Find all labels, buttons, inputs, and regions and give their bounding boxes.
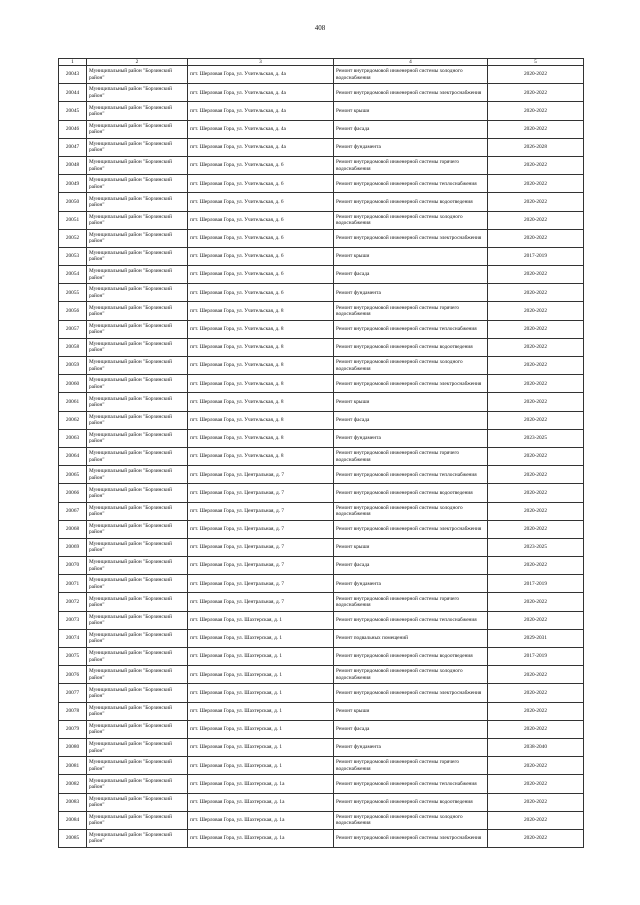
table-row: [59, 775, 584, 793]
row-number-cell: 20065: [59, 466, 87, 484]
municipality-cell: Муниципальный район "Борзинский район": [87, 538, 188, 556]
address-cell: пгт. Шерловая Гора, ул. Учительская, д. 8: [188, 375, 334, 393]
work-type-cell: Ремонт внутридомовой инженерной системы горячего водоснабжения: [334, 302, 488, 320]
table-row: [59, 684, 584, 702]
address-cell: пгт. Шерловая Гора, ул. Учительская, д. 8: [188, 447, 334, 465]
table-row: [59, 557, 584, 575]
work-type-cell: Ремонт подвальных помещений: [334, 629, 488, 647]
municipality-cell: Муниципальный район "Борзинский район": [87, 684, 188, 702]
period-cell: 2020-2022: [488, 502, 584, 520]
table-row: [59, 466, 584, 484]
period-cell: 2020-2022: [488, 393, 584, 411]
address-cell: пгт. Шерловая Гора, ул. Учительская, д. 6: [188, 247, 334, 265]
work-type-cell: Ремонт внутридомовой инженерной системы электроснабжения: [334, 684, 488, 702]
table-row: [59, 520, 584, 538]
row-number-cell: 20063: [59, 429, 87, 447]
work-type-cell: Ремонт фасада: [334, 266, 488, 284]
work-type-cell: Ремонт внутридомовой инженерной системы теплоснабжения: [334, 320, 488, 338]
table-row: [59, 648, 584, 666]
row-number-cell: 20084: [59, 811, 87, 829]
municipality-cell: Муниципальный район "Борзинский район": [87, 393, 188, 411]
period-cell: 2038-2040: [488, 738, 584, 756]
period-cell: 2020-2022: [488, 684, 584, 702]
row-number-cell: 20083: [59, 793, 87, 811]
address-cell: пгт. Шерловая Гора, ул. Учительская, д. 4а: [188, 102, 334, 120]
municipality-cell: Муниципальный район "Борзинский район": [87, 84, 188, 102]
address-cell: пгт. Шерловая Гора, ул. Центральная, д. 7: [188, 575, 334, 593]
work-type-cell: Ремонт внутридомовой инженерной системы холодного водоснабжения: [334, 502, 488, 520]
municipality-cell: Муниципальный район "Борзинский район": [87, 611, 188, 629]
row-number-cell: 20070: [59, 557, 87, 575]
repair-program-table: [58, 58, 584, 848]
municipality-cell: Муниципальный район "Борзинский район": [87, 829, 188, 847]
period-cell: 2020-2022: [488, 611, 584, 629]
work-type-cell: Ремонт внутридомовой инженерной системы холодного водоснабжения: [334, 357, 488, 375]
row-number-cell: 20056: [59, 302, 87, 320]
address-cell: пгт. Шерловая Гора, ул. Учительская, д. 8: [188, 429, 334, 447]
address-cell: пгт. Шерловая Гора, ул. Шахтерская, д. 1: [188, 738, 334, 756]
period-cell: 2020-2022: [488, 484, 584, 502]
row-number-cell: 20057: [59, 320, 87, 338]
table-row: [59, 338, 584, 356]
table-row: [59, 829, 584, 847]
period-cell: 2020-2022: [488, 520, 584, 538]
table-row: [59, 229, 584, 247]
address-cell: пгт. Шерловая Гора, ул. Учительская, д. 4а: [188, 66, 334, 84]
column-header-1: 1: [59, 59, 87, 66]
municipality-cell: Муниципальный район "Борзинский район": [87, 429, 188, 447]
municipality-cell: Муниципальный район "Борзинский район": [87, 720, 188, 738]
municipality-cell: Муниципальный район "Борзинский район": [87, 629, 188, 647]
address-cell: пгт. Шерловая Гора, ул. Шахтерская, д. 1а: [188, 793, 334, 811]
row-number-cell: 20075: [59, 648, 87, 666]
municipality-cell: Муниципальный район "Борзинский район": [87, 484, 188, 502]
row-number-cell: 20060: [59, 375, 87, 393]
address-cell: пгт. Шерловая Гора, ул. Учительская, д. 4а: [188, 84, 334, 102]
municipality-cell: Муниципальный район "Борзинский район": [87, 702, 188, 720]
address-cell: пгт. Шерловая Гора, ул. Шахтерская, д. 1: [188, 629, 334, 647]
row-number-cell: 20077: [59, 684, 87, 702]
row-number-cell: 20051: [59, 211, 87, 229]
work-type-cell: Ремонт внутридомовой инженерной системы электроснабжения: [334, 375, 488, 393]
address-cell: пгт. Шерловая Гора, ул. Учительская, д. 4а: [188, 120, 334, 138]
row-number-cell: 20061: [59, 393, 87, 411]
work-type-cell: Ремонт внутридомовой инженерной системы горячего водоснабжения: [334, 447, 488, 465]
period-cell: 2017-2019: [488, 648, 584, 666]
period-cell: 2020-2022: [488, 829, 584, 847]
work-type-cell: Ремонт крыши: [334, 538, 488, 556]
table-row: [59, 447, 584, 465]
work-type-cell: Ремонт внутридомовой инженерной системы электроснабжения: [334, 229, 488, 247]
work-type-cell: Ремонт фундамента: [334, 429, 488, 447]
work-type-cell: Ремонт внутридомовой инженерной системы водоотведения: [334, 793, 488, 811]
municipality-cell: Муниципальный район "Борзинский район": [87, 575, 188, 593]
table-row: [59, 811, 584, 829]
municipality-cell: Муниципальный район "Борзинский район": [87, 520, 188, 538]
address-cell: пгт. Шерловая Гора, ул. Центральная, д. 7: [188, 557, 334, 575]
table-row: [59, 102, 584, 120]
table-row: [59, 429, 584, 447]
municipality-cell: Муниципальный район "Борзинский район": [87, 666, 188, 684]
row-number-cell: 20044: [59, 84, 87, 102]
work-type-cell: Ремонт фасада: [334, 557, 488, 575]
work-type-cell: Ремонт внутридомовой инженерной системы водоотведения: [334, 338, 488, 356]
period-cell: 2020-2022: [488, 211, 584, 229]
table-row: [59, 702, 584, 720]
work-type-cell: Ремонт крыши: [334, 247, 488, 265]
period-cell: 2020-2022: [488, 593, 584, 611]
table-row: [59, 629, 584, 647]
municipality-cell: Муниципальный район "Борзинский район": [87, 593, 188, 611]
page-number: 408: [314, 24, 326, 32]
address-cell: пгт. Шерловая Гора, ул. Учительская, д. 6: [188, 284, 334, 302]
address-cell: пгт. Шерловая Гора, ул. Учительская, д. 6: [188, 266, 334, 284]
work-type-cell: Ремонт внутридомовой инженерной системы теплоснабжения: [334, 466, 488, 484]
municipality-cell: Муниципальный район "Борзинский район": [87, 557, 188, 575]
work-type-cell: Ремонт крыши: [334, 102, 488, 120]
work-type-cell: Ремонт внутридомовой инженерной системы водоотведения: [334, 193, 488, 211]
municipality-cell: Муниципальный район "Борзинский район": [87, 375, 188, 393]
table-body: [59, 66, 584, 848]
row-number-cell: 20074: [59, 629, 87, 647]
address-cell: пгт. Шерловая Гора, ул. Центральная, д. 7: [188, 593, 334, 611]
row-number-cell: 20073: [59, 611, 87, 629]
table-row: [59, 302, 584, 320]
table-row: [59, 284, 584, 302]
period-cell: 2020-2022: [488, 447, 584, 465]
table-row: [59, 538, 584, 556]
municipality-cell: Муниципальный район "Борзинский район": [87, 357, 188, 375]
work-type-cell: Ремонт фасада: [334, 411, 488, 429]
table-row: [59, 593, 584, 611]
address-cell: пгт. Шерловая Гора, ул. Учительская, д. 8: [188, 357, 334, 375]
work-type-cell: Ремонт внутридомовой инженерной системы холодного водоснабжения: [334, 66, 488, 84]
table-row: [59, 193, 584, 211]
row-number-cell: 20067: [59, 502, 87, 520]
work-type-cell: Ремонт внутридомовой инженерной системы электроснабжения: [334, 829, 488, 847]
municipality-cell: Муниципальный район "Борзинский район": [87, 793, 188, 811]
table-row: [59, 247, 584, 265]
column-number-row: [59, 59, 584, 66]
row-number-cell: 20082: [59, 775, 87, 793]
period-cell: 2017-2019: [488, 575, 584, 593]
address-cell: пгт. Шерловая Гора, ул. Шахтерская, д. 1: [188, 666, 334, 684]
column-header-4: 4: [334, 59, 488, 66]
work-type-cell: Ремонт внутридомовой инженерной системы электроснабжения: [334, 520, 488, 538]
table-row: [59, 757, 584, 775]
row-number-cell: 20071: [59, 575, 87, 593]
municipality-cell: Муниципальный район "Борзинский район": [87, 102, 188, 120]
municipality-cell: Муниципальный район "Борзинский район": [87, 447, 188, 465]
table-row: [59, 266, 584, 284]
table-row: [59, 720, 584, 738]
row-number-cell: 20069: [59, 538, 87, 556]
municipality-cell: Муниципальный район "Борзинский район": [87, 284, 188, 302]
work-type-cell: Ремонт внутридомовой инженерной системы водоотведения: [334, 484, 488, 502]
work-type-cell: Ремонт внутридомовой инженерной системы холодного водоснабжения: [334, 666, 488, 684]
address-cell: пгт. Шерловая Гора, ул. Шахтерская, д. 1а: [188, 829, 334, 847]
period-cell: 2020-2022: [488, 757, 584, 775]
municipality-cell: Муниципальный район "Борзинский район": [87, 156, 188, 174]
work-type-cell: Ремонт внутридомовой инженерной системы теплоснабжения: [334, 175, 488, 193]
period-cell: 2020-2022: [488, 793, 584, 811]
work-type-cell: Ремонт фасада: [334, 120, 488, 138]
row-number-cell: 20066: [59, 484, 87, 502]
address-cell: пгт. Шерловая Гора, ул. Шахтерская, д. 1а: [188, 775, 334, 793]
row-number-cell: 20059: [59, 357, 87, 375]
address-cell: пгт. Шерловая Гора, ул. Учительская, д. 8: [188, 338, 334, 356]
address-cell: пгт. Шерловая Гора, ул. Шахтерская, д. 1: [188, 648, 334, 666]
period-cell: 2020-2022: [488, 120, 584, 138]
work-type-cell: Ремонт крыши: [334, 702, 488, 720]
work-type-cell: Ремонт фундамента: [334, 284, 488, 302]
address-cell: пгт. Шерловая Гора, ул. Центральная, д. 7: [188, 466, 334, 484]
table-row: [59, 375, 584, 393]
period-cell: 2020-2022: [488, 411, 584, 429]
address-cell: пгт. Шерловая Гора, ул. Центральная, д. 7: [188, 502, 334, 520]
period-cell: 2020-2022: [488, 284, 584, 302]
row-number-cell: 20064: [59, 447, 87, 465]
municipality-cell: Муниципальный район "Борзинский район": [87, 466, 188, 484]
period-cell: 2020-2022: [488, 666, 584, 684]
work-type-cell: Ремонт внутридомовой инженерной системы горячего водоснабжения: [334, 757, 488, 775]
address-cell: пгт. Шерловая Гора, ул. Учительская, д. 6: [188, 211, 334, 229]
municipality-cell: Муниципальный район "Борзинский район": [87, 502, 188, 520]
municipality-cell: Муниципальный район "Борзинский район": [87, 775, 188, 793]
column-header-2: 2: [87, 59, 188, 66]
address-cell: пгт. Шерловая Гора, ул. Шахтерская, д. 1: [188, 684, 334, 702]
address-cell: пгт. Шерловая Гора, ул. Центральная, д. 7: [188, 520, 334, 538]
period-cell: 2020-2022: [488, 720, 584, 738]
period-cell: 2020-2022: [488, 466, 584, 484]
table-row: [59, 793, 584, 811]
period-cell: 2020-2022: [488, 193, 584, 211]
row-number-cell: 20052: [59, 229, 87, 247]
municipality-cell: Муниципальный район "Борзинский район": [87, 247, 188, 265]
period-cell: 2023-2025: [488, 429, 584, 447]
row-number-cell: 20076: [59, 666, 87, 684]
table-row: [59, 66, 584, 84]
municipality-cell: Муниципальный район "Борзинский район": [87, 648, 188, 666]
row-number-cell: 20062: [59, 411, 87, 429]
address-cell: пгт. Шерловая Гора, ул. Учительская, д. 8: [188, 302, 334, 320]
municipality-cell: Муниципальный район "Борзинский район": [87, 757, 188, 775]
period-cell: 2020-2022: [488, 229, 584, 247]
table-row: [59, 738, 584, 756]
row-number-cell: 20085: [59, 829, 87, 847]
municipality-cell: Муниципальный район "Борзинский район": [87, 411, 188, 429]
municipality-cell: Муниципальный район "Борзинский район": [87, 211, 188, 229]
address-cell: пгт. Шерловая Гора, ул. Учительская, д. 6: [188, 193, 334, 211]
address-cell: пгт. Шерловая Гора, ул. Шахтерская, д. 1: [188, 720, 334, 738]
address-cell: пгт. Шерловая Гора, ул. Учительская, д. 4а: [188, 138, 334, 156]
row-number-cell: 20068: [59, 520, 87, 538]
row-number-cell: 20079: [59, 720, 87, 738]
work-type-cell: Ремонт фундамента: [334, 738, 488, 756]
address-cell: пгт. Шерловая Гора, ул. Шахтерская, д. 1: [188, 757, 334, 775]
municipality-cell: Муниципальный район "Борзинский район": [87, 738, 188, 756]
municipality-cell: Муниципальный район "Борзинский район": [87, 175, 188, 193]
period-cell: 2020-2022: [488, 175, 584, 193]
row-number-cell: 20078: [59, 702, 87, 720]
work-type-cell: Ремонт фундамента: [334, 138, 488, 156]
period-cell: 2020-2022: [488, 702, 584, 720]
row-number-cell: 20043: [59, 66, 87, 84]
period-cell: 2020-2022: [488, 84, 584, 102]
work-type-cell: Ремонт внутридомовой инженерной системы холодного водоснабжения: [334, 211, 488, 229]
work-type-cell: Ремонт крыши: [334, 393, 488, 411]
row-number-cell: 20047: [59, 138, 87, 156]
row-number-cell: 20058: [59, 338, 87, 356]
table-row: [59, 666, 584, 684]
work-type-cell: Ремонт внутридомовой инженерной системы холодного водоснабжения: [334, 811, 488, 829]
row-number-cell: 20045: [59, 102, 87, 120]
period-cell: 2020-2022: [488, 156, 584, 174]
table-row: [59, 484, 584, 502]
period-cell: 2020-2022: [488, 375, 584, 393]
column-header-3: 3: [188, 59, 334, 66]
table-row: [59, 320, 584, 338]
table-row: [59, 175, 584, 193]
period-cell: 2020-2022: [488, 357, 584, 375]
row-number-cell: 20055: [59, 284, 87, 302]
table-row: [59, 211, 584, 229]
period-cell: 2020-2022: [488, 266, 584, 284]
work-type-cell: Ремонт внутридомовой инженерной системы теплоснабжения: [334, 775, 488, 793]
table-row: [59, 357, 584, 375]
period-cell: 2020-2022: [488, 102, 584, 120]
municipality-cell: Муниципальный район "Борзинский район": [87, 811, 188, 829]
period-cell: 2020-2022: [488, 338, 584, 356]
table-row: [59, 156, 584, 174]
address-cell: пгт. Шерловая Гора, ул. Учительская, д. 6: [188, 156, 334, 174]
table-row: [59, 611, 584, 629]
municipality-cell: Муниципальный район "Борзинский район": [87, 338, 188, 356]
row-number-cell: 20054: [59, 266, 87, 284]
work-type-cell: Ремонт фасада: [334, 720, 488, 738]
table-row: [59, 393, 584, 411]
period-cell: 2029-2031: [488, 629, 584, 647]
period-cell: 2020-2022: [488, 66, 584, 84]
table-row: [59, 502, 584, 520]
row-number-cell: 20046: [59, 120, 87, 138]
municipality-cell: Муниципальный район "Борзинский район": [87, 193, 188, 211]
municipality-cell: Муниципальный район "Борзинский район": [87, 302, 188, 320]
address-cell: пгт. Шерловая Гора, ул. Шахтерская, д. 1: [188, 702, 334, 720]
work-type-cell: Ремонт фундамента: [334, 575, 488, 593]
row-number-cell: 20050: [59, 193, 87, 211]
row-number-cell: 20080: [59, 738, 87, 756]
column-header-5: 5: [488, 59, 584, 66]
address-cell: пгт. Шерловая Гора, ул. Центральная, д. 7: [188, 538, 334, 556]
table-row: [59, 138, 584, 156]
address-cell: пгт. Шерловая Гора, ул. Учительская, д. 8: [188, 393, 334, 411]
period-cell: 2023-2025: [488, 538, 584, 556]
work-type-cell: Ремонт внутридомовой инженерной системы электроснабжения: [334, 84, 488, 102]
municipality-cell: Муниципальный район "Борзинский район": [87, 320, 188, 338]
row-number-cell: 20053: [59, 247, 87, 265]
work-type-cell: Ремонт внутридомовой инженерной системы горячего водоснабжения: [334, 156, 488, 174]
row-number-cell: 20081: [59, 757, 87, 775]
municipality-cell: Муниципальный район "Борзинский район": [87, 66, 188, 84]
municipality-cell: Муниципальный район "Борзинский район": [87, 266, 188, 284]
table-row: [59, 411, 584, 429]
period-cell: 2017-2019: [488, 247, 584, 265]
work-type-cell: Ремонт внутридомовой инженерной системы теплоснабжения: [334, 611, 488, 629]
address-cell: пгт. Шерловая Гора, ул. Шахтерская, д. 1: [188, 611, 334, 629]
table-row: [59, 575, 584, 593]
period-cell: 2020-2022: [488, 557, 584, 575]
address-cell: пгт. Шерловая Гора, ул. Учительская, д. 8: [188, 320, 334, 338]
period-cell: 2020-2022: [488, 811, 584, 829]
work-type-cell: Ремонт внутридомовой инженерной системы горячего водоснабжения: [334, 593, 488, 611]
municipality-cell: Муниципальный район "Борзинский район": [87, 138, 188, 156]
row-number-cell: 20049: [59, 175, 87, 193]
address-cell: пгт. Шерловая Гора, ул. Учительская, д. 6: [188, 175, 334, 193]
period-cell: 2020-2022: [488, 320, 584, 338]
address-cell: пгт. Шерловая Гора, ул. Учительская, д. 8: [188, 411, 334, 429]
table-row: [59, 84, 584, 102]
municipality-cell: Муниципальный район "Борзинский район": [87, 229, 188, 247]
row-number-cell: 20048: [59, 156, 87, 174]
address-cell: пгт. Шерловая Гора, ул. Шахтерская, д. 1а: [188, 811, 334, 829]
period-cell: 2020-2022: [488, 775, 584, 793]
work-type-cell: Ремонт внутридомовой инженерной системы водоотведения: [334, 648, 488, 666]
municipality-cell: Муниципальный район "Борзинский район": [87, 120, 188, 138]
address-cell: пгт. Шерловая Гора, ул. Учительская, д. 6: [188, 229, 334, 247]
address-cell: пгт. Шерловая Гора, ул. Центральная, д. 7: [188, 484, 334, 502]
period-cell: 2026-2028: [488, 138, 584, 156]
period-cell: 2020-2022: [488, 302, 584, 320]
table-row: [59, 120, 584, 138]
row-number-cell: 20072: [59, 593, 87, 611]
